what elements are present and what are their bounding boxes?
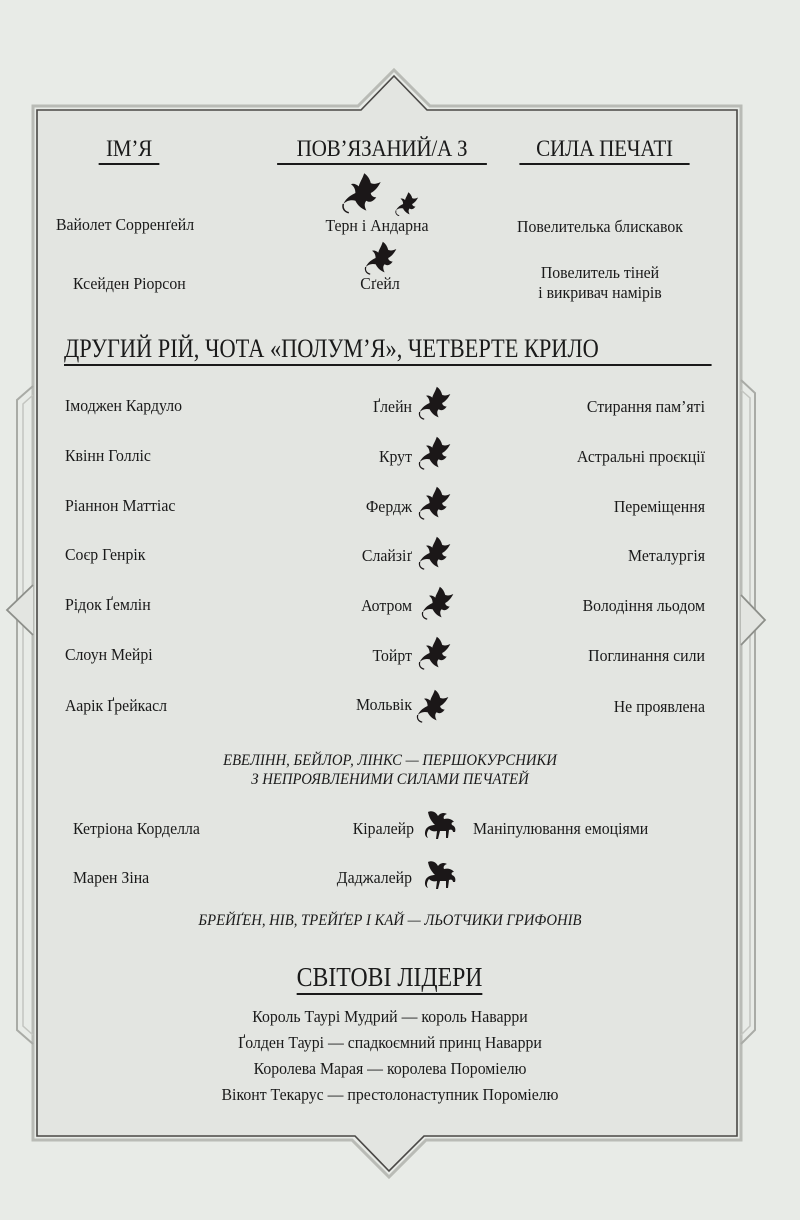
squad-row-bonded: Мольвік: [355, 695, 412, 714]
squad-row-signet: Переміщення: [613, 497, 705, 516]
gryphon-row-name: Марен Зіна: [73, 868, 150, 887]
row-name: Вайолет Сорренґейл: [56, 215, 195, 234]
world-leaders-title-wrap: [240, 962, 540, 995]
gryphon-icon: [422, 858, 462, 892]
dragon-icon: [415, 435, 455, 471]
row-signet: Повелителька блискавок: [517, 217, 683, 236]
squad-row-bonded: Ґлейн: [373, 397, 412, 416]
world-leader-line: Королева Марая — королева Пороміелю: [253, 1059, 527, 1078]
squad-row-name: Квінн Голліс: [65, 446, 151, 465]
squad-row-name: Ріаннон Маттіас: [65, 496, 176, 515]
row-signet-line1: Повелитель тіней: [540, 263, 660, 282]
dragon-icon: [415, 385, 455, 421]
dragon-icon: [340, 168, 384, 218]
dragon-icon: [362, 240, 400, 276]
squad-row-signet: Металургія: [628, 546, 705, 565]
dragon-icon: [413, 688, 453, 724]
row-bonded: Терн і Андарна: [325, 216, 429, 235]
squad-row-name: Соєр Генрік: [65, 545, 146, 564]
squad-row-bonded: Крут: [378, 447, 412, 466]
squad-row-bonded: Аотром: [361, 596, 412, 615]
first-years-note-line2: З НЕПРОЯВЛЕНИМИ СИЛАМИ ПЕЧАТЕЙ: [251, 771, 529, 788]
dragon-icon: [415, 635, 455, 671]
squad-row-bonded: Слайзіґ: [361, 546, 412, 565]
gryphon-row-bonded: Даджалейр: [336, 868, 412, 887]
squad-row-name: Імоджен Кардуло: [65, 396, 183, 415]
world-leaders-title: СВІТОВІ ЛІДЕРИ: [297, 962, 483, 995]
dragon-icon: [394, 190, 420, 218]
header-bonded: ПОВ’ЯЗАНИЙ/А З: [277, 136, 487, 165]
world-leader-line: Король Таурі Мудрий — король Наварри: [252, 1007, 528, 1026]
row-signet-line2: і викривач намірів: [538, 283, 662, 302]
world-leader-line: Віконт Текарус — престолонаступник Пороміелю: [221, 1085, 559, 1104]
squad-row-signet: Поглинання сили: [588, 646, 705, 665]
gryphon-flyers-note: БРЕЙҐЕН, НІВ, ТРЕЙҐЕР І КАЙ — ЛЬОТЧИКИ ГРИФОНІВ: [198, 912, 582, 929]
dragon-icon: [415, 485, 455, 521]
dragon-icon: [415, 535, 455, 571]
squad-row-signet: Не проявлена: [613, 697, 705, 716]
row-name: Ксейден Ріорсон: [73, 274, 186, 293]
dragon-icon: [418, 585, 458, 621]
header-signet: СИЛА ПЕЧАТІ: [519, 136, 689, 165]
squad-row-signet: Володіння льодом: [582, 596, 705, 615]
squad-row-name: Аарік Ґрейкасл: [65, 696, 168, 715]
squad-row-signet: Астральні проєкції: [576, 447, 705, 466]
squad-row-signet: Стирання пам’яті: [586, 397, 705, 416]
first-years-note-line1: ЕВЕЛІНН, БЕЙЛОР, ЛІНКС — ПЕРШОКУРСНИКИ: [223, 752, 557, 769]
row-bonded: Сґейл: [360, 274, 400, 293]
gryphon-row-bonded: Кіралейр: [352, 819, 414, 838]
world-leader-line: Ґолден Таурі — спадкоємний принц Наварри: [238, 1033, 542, 1052]
squad-row-bonded: Фердж: [365, 497, 412, 516]
header-name: ІМ’Я: [99, 136, 160, 165]
squad-row-name: Рідок Ґемлін: [65, 595, 151, 614]
squad-row-name: Слоун Мейрі: [65, 645, 153, 664]
gryphon-icon: [422, 808, 462, 842]
squad-section-title: ДРУГИЙ РІЙ, ЧОТА «ПОЛУМ’Я», ЧЕТВЕРТЕ КРИЛО: [64, 334, 712, 366]
squad-row-bonded: Тойрт: [372, 646, 412, 665]
gryphon-row-name: Кетріона Корделла: [73, 819, 200, 838]
gryphon-row-signet: Маніпулювання емоціями: [473, 819, 649, 838]
